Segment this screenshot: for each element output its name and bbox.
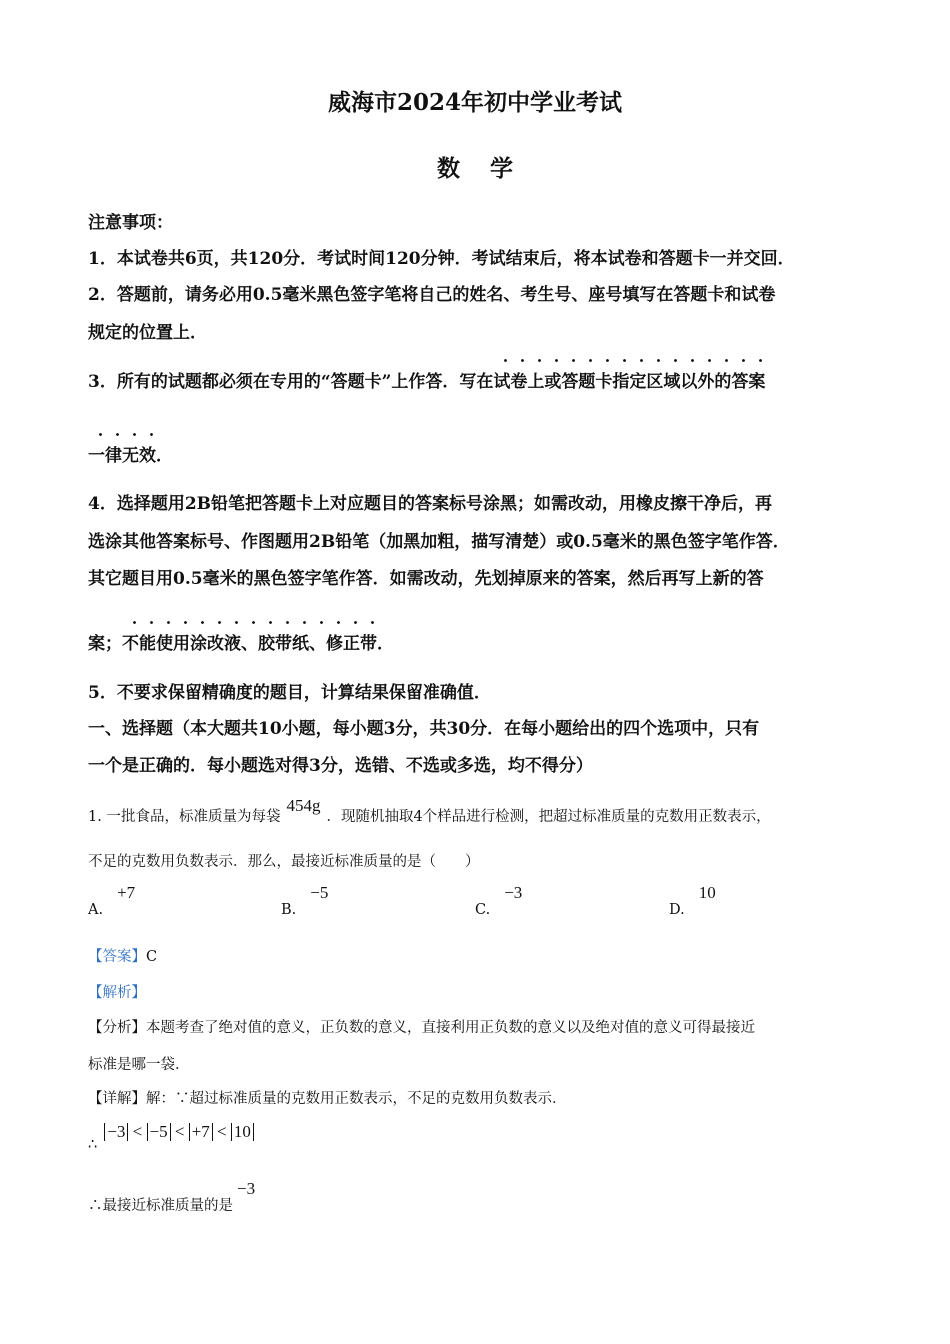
option-d bbox=[669, 883, 716, 919]
notice-item-4-line-4 bbox=[88, 629, 394, 654]
notice-item-4-line-2: 选涂其他答案标号、作图题用2B铅笔（加黑加粗，描写清楚）或0.5毫米的黑色签字笔作答． bbox=[88, 532, 790, 552]
answer-line bbox=[88, 945, 157, 966]
answer-tag: 【答案】 bbox=[88, 949, 146, 965]
abs-value-4: 10 bbox=[231, 1123, 254, 1141]
subject-title: 数学 bbox=[437, 155, 543, 182]
question-1-stem-pre: 1. 一批食品，标准质量为每袋 bbox=[88, 809, 281, 825]
option-a-value: +7 bbox=[117, 883, 136, 902]
notice-heading: 注意事项： bbox=[88, 213, 173, 233]
analysis-tag: 【解析】 bbox=[88, 985, 146, 1001]
fenxi-line-2: 标准是哪一袋． bbox=[88, 1057, 190, 1073]
notice-item-5: 5．不要求保留精确度的题目，计算结果保留准确值． bbox=[88, 683, 491, 703]
therefore-symbol: ∴ bbox=[88, 1137, 98, 1153]
option-a-label: A. bbox=[88, 902, 104, 918]
option-c bbox=[475, 883, 523, 919]
option-b-value: −5 bbox=[310, 883, 329, 902]
section-1-line-2: 一个是正确的．每小题选对得3分，选错、不选或多选，均不得分） bbox=[88, 756, 593, 776]
abs-value-1: −3 bbox=[104, 1123, 128, 1141]
option-a bbox=[88, 883, 136, 919]
question-1-stem-line-2: 不足的克数用负数表示．那么，最接近标准质量的是（ ） bbox=[88, 854, 480, 870]
option-d-label: D. bbox=[669, 902, 685, 918]
notice-item-3-line-1 bbox=[88, 367, 765, 392]
less-than-2: < bbox=[174, 1122, 185, 1141]
detail-line: 【详解】解：∵超过标准质量的克数用正数表示，不足的克数用负数表示． bbox=[88, 1091, 567, 1107]
option-b bbox=[281, 883, 329, 919]
abs-value-3: +7 bbox=[189, 1123, 213, 1141]
question-1-stem-post: ．现随机抽取4个样品进行检测，把超过标准质量的克数用正数表示， bbox=[326, 809, 771, 825]
notice-item-1: 1．本试卷共6页，共120分．考试时间120分钟．考试结束后，将本试卷和答题卡一并交回． bbox=[88, 249, 795, 269]
answer-value: C bbox=[146, 949, 158, 965]
notice-item-3-emphasis-2: 一律无效 bbox=[88, 441, 156, 466]
section-1-line-1: 一、选择题（本大题共10小题，每小题3分，共30分．在每小题给出的四个选项中，只有 bbox=[88, 719, 760, 739]
page-title: 威海市2024年初中学业考试 bbox=[327, 89, 622, 116]
notice-item-4-pre: 案； bbox=[88, 634, 122, 654]
notice-item-4-line-1: 4．选择题用2B铅笔把答题卡上对应题目的答案标号涂黑；如需改动，用橡皮擦干净后，再 bbox=[88, 494, 773, 514]
notice-item-3-text: 3．所有的试题都必须在专用的“答题卡”上作答．写在 bbox=[88, 372, 494, 392]
less-than-3: < bbox=[217, 1122, 227, 1141]
option-c-label: C. bbox=[475, 902, 491, 918]
conclusion-text: ∴最接近标准质量的是 bbox=[88, 1198, 233, 1214]
notice-item-2-line-2: 规定的位置上． bbox=[88, 323, 207, 343]
notice-item-4-emphasis: 不能使用涂改液、胶带纸、修正带 bbox=[122, 629, 377, 654]
option-d-value: 10 bbox=[698, 883, 716, 902]
less-than-1: < bbox=[132, 1122, 143, 1141]
notice-item-4-line-3: 其它题目用0.5毫米的黑色签字笔作答．如需改动，先划掉原来的答案，然后再写上新的答 bbox=[88, 569, 764, 589]
option-b-label: B. bbox=[281, 902, 297, 918]
question-1-stem-value: 454g bbox=[286, 796, 321, 815]
notice-item-4-end: ． bbox=[377, 634, 394, 654]
conclusion-value: −3 bbox=[237, 1179, 256, 1198]
abs-value-2: −5 bbox=[147, 1123, 171, 1141]
question-1-stem-line-1 bbox=[88, 796, 771, 826]
conclusion-line bbox=[88, 1179, 256, 1215]
fenxi-line-1: 【分析】本题考查了绝对值的意义，正负数的意义，直接利用正负数的意义以及绝对值的意义可得最接近 bbox=[88, 1020, 755, 1036]
option-c-value: −3 bbox=[504, 883, 523, 902]
notice-item-3-emphasis: 试卷上或答题卡指定区域以外的答案 bbox=[493, 367, 765, 392]
notice-item-3-end: ． bbox=[156, 446, 173, 466]
abs-inequality bbox=[88, 1122, 254, 1153]
notice-item-3-line-2 bbox=[88, 441, 173, 466]
notice-item-2-line-1: 2．答题前，请务必用0.5毫米黑色签字笔将自己的姓名、考生号、座号填写在答题卡和试卷 bbox=[88, 285, 776, 305]
